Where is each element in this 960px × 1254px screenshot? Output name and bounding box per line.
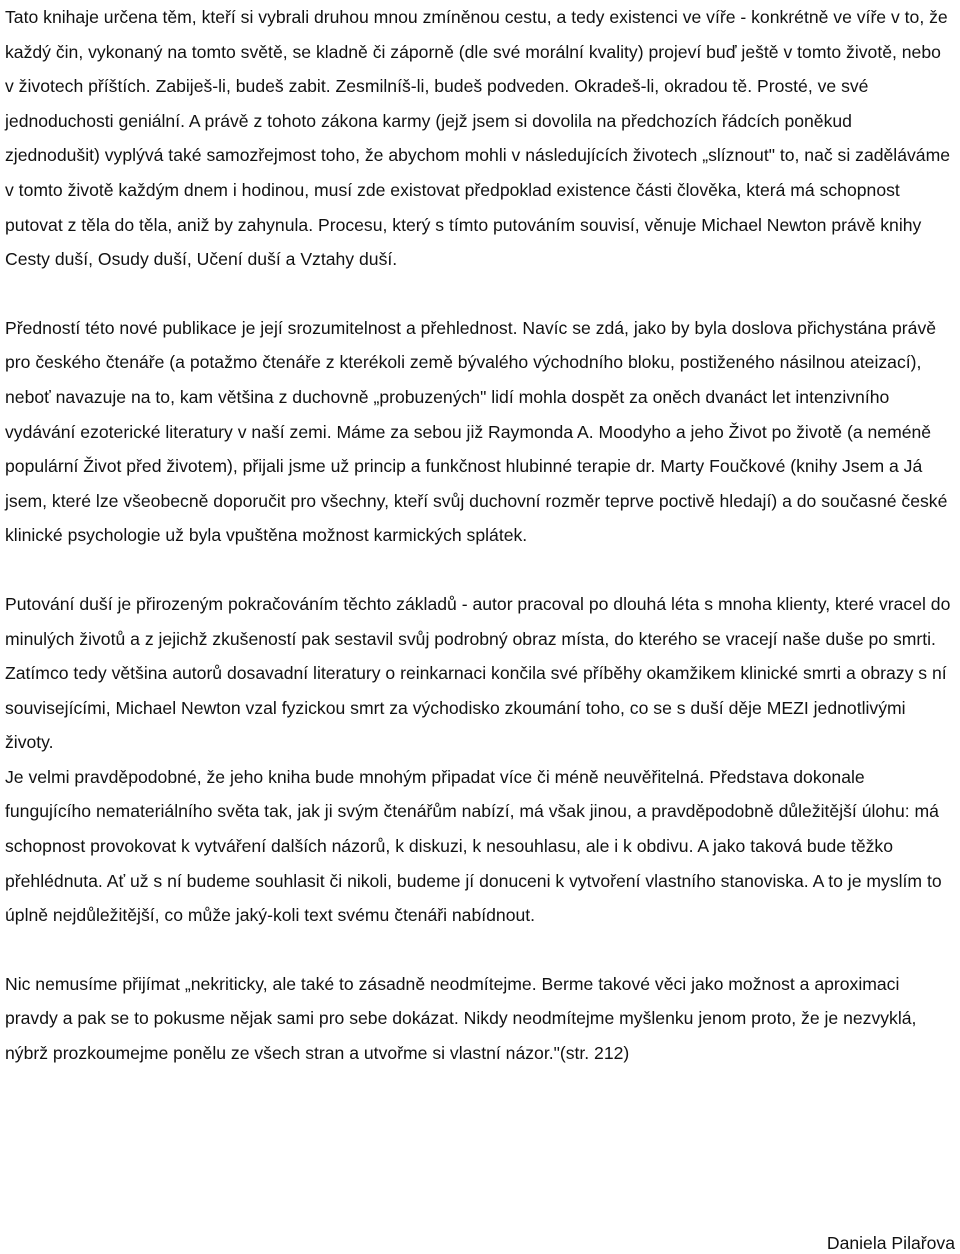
paragraph-5: Nic nemusíme přijímat „nekriticky, ale také to zásadně neodmítejme. Berme takové věci jako možnost a aproximaci pravdy a pak se to pokusme nějak sami pro sebe dokázat. Nikdy neodmítejme myšlenku jenom proto, že je nezvyklá, nýbrž prozkoumejme ponělu ze všech stran a utvořme si vlastní názor."(str. 212) <box>5 973 917 1064</box>
paragraph-1: Tato knihaje určena těm, kteří si vybrali druhou mnou zmíněnou cestu, a tedy existenci ve víře - konkrétně ve víře v to, že každý čin, vykonaný na tomto světě, se kladně či záporně (dle své morální kvality) projeví buď ještě v tomto životě, nebo v životech příštích. Zabiješ-li, budeš zabit. Zesmilníš-li, budeš podveden. Okradeš-li, okradou tě. Prosté, ve své jednoduchosti geniální. A právě z tohoto zákona karmy (jejž jsem si dovolila na předchozích řádcích poněkud zjednodušit) vyplývá také samozřejmost toho, že abychom mohli v následujících životech „slíznout" to, nač si zaděláváme v tomto životě každým dnem i hodinou, musí zde existovat předpoklad existence části člověka, která má schopnost putovat z těla do těla, aniž by zahynula. Procesu, který s tímto putováním souvisí, věnuje Michael Newton právě knihy Cesty duší, Osudy duší, Učení duší a Vztahy duší. <box>5 7 951 270</box>
document-body <box>5 0 951 1071</box>
author-signature: Daniela Pilařova <box>826 1233 955 1253</box>
paragraph-2: Předností této nové publikace je její srozumitelnost a přehlednost. Navíc se zdá, jako by byla doslova přichystána právě pro českého čtenáře (a potažmo čtenáře z kterékoli země bývalého východního bloku, postiženého násilnou ateizací), neboť navazuje na to, kam většina z duchovně „probuzených" lidí mohla dospět za oněch dvanáct let intenzivního vydávání ezoterické literatury v naší zemi. Máme za sebou již Raymonda A. Moodyho a jeho Život po životě (a neméně populární Život před životem), přijali jsme už princip a funkčnost hlubinné terapie dr. Marty Foučkové (knihy Jsem a Já jsem, které lze všeobecně doporučit pro všechny, kteří svůj duchovní rozměr teprve poctivě hledají) a do současné české klinické psychologie už byla vpuštěna možnost karmických splátek. <box>5 317 948 546</box>
paragraph-4: Je velmi pravděpodobné, že jeho kniha bude mnohým připadat více či méně neuvěřitelná. Představa dokonale fungujícího nemateriálního světa tak, jak ji svým čtenářům nabízí, má však jinou, a pravděpodobně důležitější úlohu: má schopnost provokovat k vytváření dalších názorů, k diskuzi, k nesouhlasu, ale i k obdivu. A jako taková bude těžko přehlédnuta. Ať už s ní budeme souhlasit či nikoli, budeme jí donuceni k vytvoření vlastního stanoviska. A to je myslím to úplně nejdůležitější, co může jaký-koli text svému čtenáři nabídnout. <box>5 766 942 926</box>
paragraph-3: Putování duší je přirozeným pokračováním těchto základů - autor pracoval po dlouhá léta s mnoha klienty, které vracel do minulých životů a z jejichž zkušeností pak sestavil svůj podrobný obraz místa, do kterého se vracejí naše duše po smrti. Zatímco tedy většina autorů dosavadní literatury o reinkarnaci končila své příběhy okamžikem klinické smrti a obrazy s ní souvisejícími, Michael Newton vzal fyzickou smrt za východisko zkoumání toho, co se s duší děje MEZI jednotlivými životy. <box>5 593 951 753</box>
